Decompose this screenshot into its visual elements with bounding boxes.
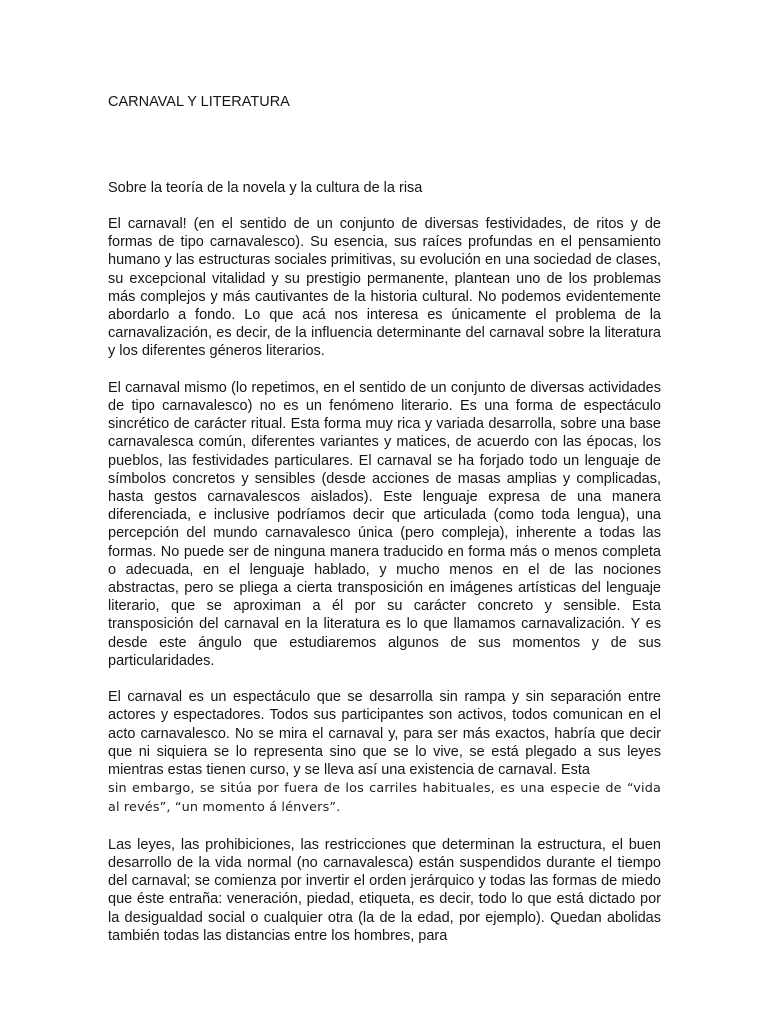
paragraph-text: Las leyes, las prohibiciones, las restricciones que determinan la estructura, el buen desarrollo de la vida normal (no carnavalesca) están suspendidos durante el tiempo del carnaval; se comienza por invertir el orden jerárquico y todas las formas de miedo que éste entraña: veneración, piedad, etiqueta, es decir, todo lo que está dictado por la desigualdad social o cualquier otra (la de la edad, por ejemplo). Quedan abolidas también todas las distancias entre los hombres, para (108, 836, 661, 944)
document-subtitle: Sobre la teoría de la novela y la cultura de la risa (108, 180, 423, 196)
paragraph (108, 379, 661, 670)
paragraph-text: El carnaval! (en el sentido de un conjunto de diversas festividades, de ritos y de formas de tipo carnavalesco). Su esencia, sus raíces profundas en el pensamiento humano y las estructuras sociales primitivas, su evolución en una sociedad de clases, su excepcional vitalidad y su prestigio permanente, plantean uno de los problemas más complejos y más cautivantes de la historia cultural. No podemos evidentemente abordarlo a fondo. Lo que acá nos interesa es únicamente el problema de la carnavalización, es decir, de la influencia determinante del carnaval sobre la literatura y los diferentes géneros literarios. (108, 216, 661, 360)
paragraph (108, 215, 661, 361)
document-title: CARNAVAL Y LITERATURA (108, 94, 290, 110)
document-body (108, 215, 661, 963)
paragraph-text: El carnaval mismo (lo repetimos, en el sentido de un conjunto de diversas actividades de tipo carnavalesco) no es un fenómeno literario. Es una forma de espectáculo sincrético de carácter ritual. Esta forma muy rica y variada desarrolla, sobre una base carnavalesca común, diferentes variantes y matices, de acuerdo con las épocas, los pueblos, las festividades particulares. El carnaval se ha forjado todo un lenguaje de símbolos concretos y sensibles (desde acciones de masas amplias y complicadas, hasta gestos carnavalescos aislados). Este lenguaje expresa de una manera diferenciada, e inclusive podríamos decir que articulada (como toda lengua), una percepción del mundo carnavalesco única (pero compleja), inherente a todas las formas. No puede ser de ninguna manera traducido en forma más o menos completa o adecuada, en el lenguaje hablado, y mucho menos en el de las nociones abstractas, pero se pliega a cierta transposición en imágenes artísticas del lenguaje literario, que se aproximan a él por su carácter concreto y sensible. Esta transposición del carnaval en la literatura es lo que llamamos carnavalización. Y es desde este ángulo que estudiaremos algunos de sus momentos y de sus particularidades. (108, 379, 661, 669)
paragraph-text: El carnaval es un espectáculo que se desarrolla sin rampa y sin separación entre actores y espectadores. Todos sus participantes son activos, todos comunican en el acto carnavalesco. No se mira el carnaval y, para ser más exactos, habría que decir que ni siquiera se lo representa sino que se lo vive, se está plegado a sus leyes mientras estas tienen curso, y se lleva así una existencia de carnaval. Esta (108, 689, 661, 779)
paragraph (108, 836, 661, 945)
paragraph-text-continuation: sin embargo, se sitúa por fuera de los carriles habituales, es una especie de “vida al revés”, “un momento á lénvers”. (108, 781, 661, 816)
paragraph (108, 688, 661, 817)
